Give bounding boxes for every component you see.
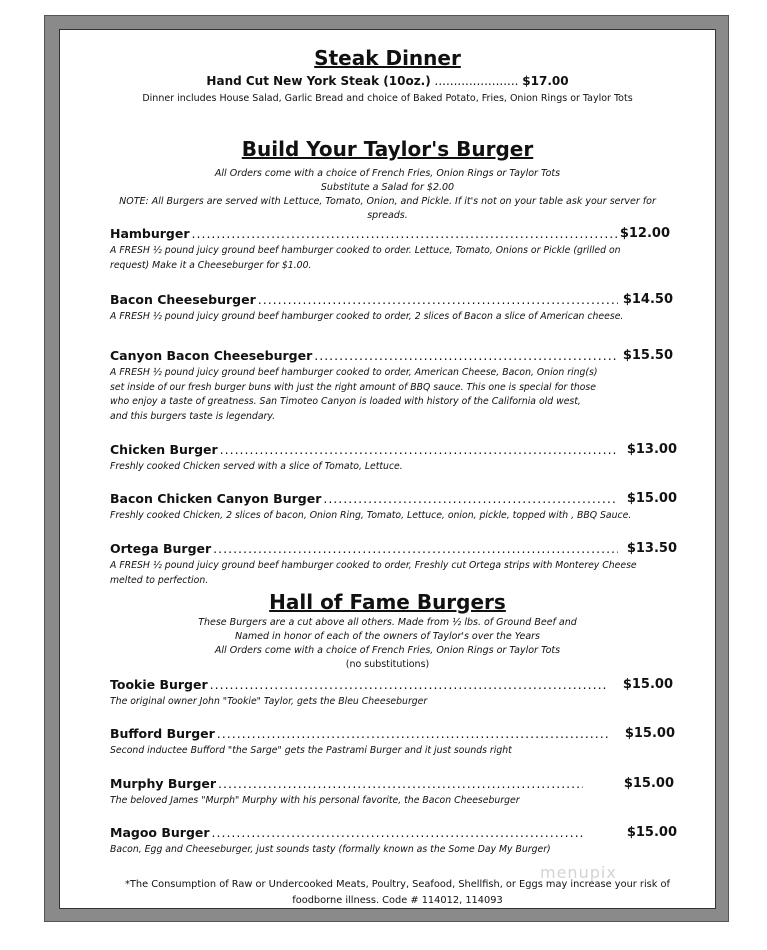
- description-line: The beloved James "Murph" Murphy with his personal favorite, the Bacon Cheeseburger: [110, 795, 520, 806]
- item-description: [110, 366, 670, 424]
- description-line: The original owner John "Tookie" Taylor, gets the Bleu Cheeseburger: [110, 696, 428, 707]
- item-name: Ortega Burger: [110, 541, 212, 556]
- leader-dots: [217, 726, 608, 741]
- description-line: Second inductee Bufford "the Sarge" gets the Pastrami Burger and it just sounds right: [110, 745, 512, 756]
- menupix-watermark: menupix: [540, 863, 617, 882]
- item-description: [110, 244, 670, 273]
- build-note-3: NOTE: All Burgers are served with Lettuce, Tomato, Onion, and Pickle. If it's not on your table ask your server for: [119, 196, 656, 207]
- leader-dots: [210, 677, 608, 692]
- leader-dots: [220, 442, 618, 457]
- steak-item-price: $17.00: [522, 74, 569, 88]
- steak-section-title: Steak Dinner: [314, 46, 461, 70]
- item-name: Tookie Burger: [110, 677, 208, 692]
- item-name: Canyon Bacon Cheeseburger: [110, 348, 313, 363]
- item-description: [110, 794, 670, 809]
- description-line: A FRESH ½ pound juicy ground beef hamburger cooked to order, Freshly cut Ortega strips with Monterey Cheese: [110, 560, 637, 571]
- item-name: Bacon Cheeseburger: [110, 292, 256, 307]
- description-line: A FRESH ½ pound juicy ground beef hamburger cooked to order, American Cheese, Bacon, Onion ring(s): [110, 367, 598, 378]
- leader-dots: [314, 348, 618, 363]
- menu-frame: [44, 15, 729, 922]
- item-name: Chicken Burger: [110, 442, 218, 457]
- steak-item-dots: ......................: [430, 74, 523, 88]
- item-description: [110, 744, 670, 759]
- hall-note-3: All Orders come with a choice of French Fries, Onion Rings or Taylor Tots: [214, 645, 561, 656]
- steak-item: [60, 74, 715, 88]
- item-price: $14.50: [622, 292, 673, 307]
- description-line: A FRESH ½ pound juicy ground beef hamburger cooked to order, 2 slices of Bacon a slice of American cheese.: [110, 311, 624, 322]
- item-name: Murphy Burger: [110, 776, 217, 791]
- item-price: $15.00: [624, 726, 675, 741]
- description-line: request) Make it a Cheeseburger for $1.00.: [110, 259, 312, 271]
- build-note-2: Substitute a Salad for $2.00: [320, 182, 455, 193]
- menu-item-bacon-cheeseburger: [110, 292, 620, 310]
- build-note-4: spreads.: [367, 210, 408, 221]
- item-price: $15.00: [626, 825, 677, 840]
- item-price: $12.00: [619, 226, 670, 241]
- leader-dots: [323, 491, 618, 506]
- build-section-title: Build Your Taylor's Burger: [241, 137, 534, 161]
- hall-note-2: Named in honor of each of the owners of Taylor's over the Years: [234, 631, 541, 642]
- menu-item-murphy-burger: [110, 776, 585, 794]
- menu-item-hamburger: [110, 226, 620, 244]
- leader-dots: [192, 226, 618, 241]
- item-price: $15.00: [626, 491, 677, 506]
- steak-description: Dinner includes House Salad, Garlic Bread and choice of Baked Potato, Fries, Onion Rings or Taylor Tots: [142, 93, 633, 104]
- item-description: [110, 843, 670, 858]
- item-description: [110, 695, 670, 710]
- item-price: $15.00: [622, 677, 673, 692]
- leader-dots: [258, 292, 618, 307]
- leader-dots: [212, 825, 583, 840]
- menu-item-tookie-burger: [110, 677, 610, 695]
- description-line: Freshly cooked Chicken, 2 slices of bacon, Onion Ring, Tomato, Lettuce, onion, pickle, topped with , BBQ Sauce.: [110, 510, 632, 521]
- item-price: $13.50: [626, 541, 677, 556]
- disclaimer-line: *The Consumption of Raw or Undercooked Meats, Poultry, Seafood, Shellfish, or Eggs may increase your risk of: [125, 879, 670, 890]
- menu-item-bufford-burger: [110, 726, 610, 744]
- menu-item-bacon-chicken-canyon-burger: [110, 491, 620, 509]
- item-name: Bacon Chicken Canyon Burger: [110, 491, 322, 506]
- no-substitutions-note: (no substitutions): [345, 659, 430, 670]
- item-description: [110, 509, 670, 524]
- item-name: Bufford Burger: [110, 726, 215, 741]
- item-description: [110, 460, 670, 475]
- menu-item-magoo-burger: [110, 825, 585, 843]
- item-description: [110, 559, 670, 588]
- menu-item-ortega-burger: [110, 541, 620, 559]
- item-description: [110, 310, 670, 325]
- hall-note-1: These Burgers are a cut above all others. Made from ½ lbs. of Ground Beef and: [198, 617, 577, 628]
- steak-item-name: Hand Cut New York Steak (10oz.): [206, 74, 431, 88]
- leader-dots: [218, 776, 583, 791]
- menu-item-chicken-burger: [110, 442, 620, 460]
- disclaimer-line: foodborne illness. Code # 114012, 114093: [292, 895, 503, 906]
- description-line: melted to perfection.: [110, 574, 209, 586]
- description-line: Freshly cooked Chicken served with a slice of Tomato, Lettuce.: [110, 461, 403, 472]
- menu-page: [59, 29, 716, 909]
- leader-dots: [213, 541, 618, 556]
- foodborne-illness-disclaimer: [120, 877, 675, 909]
- menu-item-canyon-bacon-cheeseburger: [110, 348, 620, 366]
- item-price: $15.50: [622, 348, 673, 363]
- item-price: $15.00: [623, 776, 674, 791]
- description-line: set inside of our fresh burger buns with just the right amount of BBQ sauce. This one is special for those: [110, 381, 596, 393]
- build-note-1: All Orders come with a choice of French Fries, Onion Rings or Taylor Tots: [214, 168, 561, 179]
- description-line: who enjoy a taste of greatness. San Timoteo Canyon is loaded with history of the California old west,: [110, 396, 581, 408]
- item-name: Magoo Burger: [110, 825, 210, 840]
- item-price: $13.00: [626, 442, 677, 457]
- item-name: Hamburger: [110, 226, 190, 241]
- description-line: Bacon, Egg and Cheeseburger, just sounds tasty (formally known as the Some Day My Burger): [110, 844, 551, 855]
- description-line: A FRESH ½ pound juicy ground beef hamburger cooked to order. Lettuce, Tomato, Onions or Pickle (grilled on: [110, 245, 621, 256]
- description-line: and this burgers taste is legendary.: [110, 410, 276, 422]
- hall-section-title: Hall of Fame Burgers: [269, 590, 506, 614]
